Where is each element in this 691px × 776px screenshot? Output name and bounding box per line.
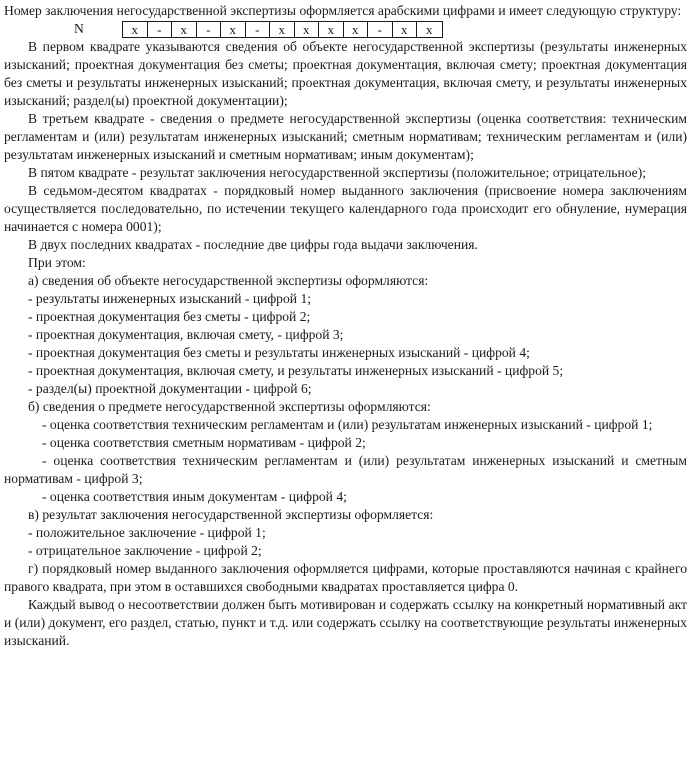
section-a-item: - проектная документация, включая смету, и результаты инженерных изысканий - цифрой 5;	[28, 363, 564, 378]
closing-paragraph: Каждый вывод о несоответствии должен быть мотивирован и содержать ссылку на конкретный нормативный акт и (или) документ, его раздел, статью, пункт и т.д. или содержать ссылку на соответствующие результаты инженерных изысканий.	[4, 597, 687, 648]
scheme-cell-6: -	[246, 22, 271, 37]
scheme-boxes	[122, 21, 443, 38]
scheme-cell-13: x	[426, 21, 433, 37]
number-structure-scheme	[4, 20, 687, 38]
scheme-cell-2: -	[148, 22, 173, 37]
section-v-item: - положительное заключение - цифрой 1;	[28, 525, 266, 540]
section-a-item: - раздел(ы) проектной документации - цифрой 6;	[28, 381, 312, 396]
scheme-cell-10: x	[344, 22, 369, 37]
section-b-item: - оценка соответствия сметным нормативам - цифрой 2;	[42, 435, 366, 450]
scheme-cell-7: x	[270, 22, 295, 37]
intro-paragraph: Номер заключения негосударственной экспертизы оформляется арабскими цифрами и имеет следующую структуру:	[4, 3, 682, 18]
section-a-item: - проектная документация без сметы - цифрой 2;	[28, 309, 311, 324]
paragraph-fifth-box: В пятом квадрате - результат заключения негосударственной экспертизы (положительное; отрицательное);	[28, 165, 647, 180]
scheme-cell-1: x	[123, 22, 148, 37]
section-b-item: - оценка соответствия иным документам - цифрой 4;	[42, 489, 347, 504]
section-v-heading: в) результат заключения негосударственной экспертизы оформляется:	[28, 507, 434, 522]
section-a-item: - результаты инженерных изысканий - цифрой 1;	[28, 291, 312, 306]
section-b-heading: б) сведения о предмете негосударственной экспертизы оформляются:	[28, 399, 431, 414]
section-a-item: - проектная документация без сметы и результаты инженерных изысканий - цифрой 4;	[28, 345, 530, 360]
scheme-cell-12: x	[393, 22, 418, 37]
scheme-cell-8: x	[295, 22, 320, 37]
scheme-cell-9: x	[319, 22, 344, 37]
scheme-cell-4: -	[197, 22, 222, 37]
section-v-item: - отрицательное заключение - цифрой 2;	[28, 543, 262, 558]
paragraph-first-box: В первом квадрате указываются сведения об объекте негосударственной экспертизы (результаты инженерных изысканий; проектная документация без сметы; проектная документация, включая смету; проектная документация без сметы и результаты инженерных изысканий; проектная документация, включая смету, и результаты инженерных изысканий; раздел(ы) проектной документации);	[4, 39, 687, 108]
scheme-cell-3: x	[172, 22, 197, 37]
section-b-item: - оценка соответствия техническим регламентам и (или) результатам инженерных изысканий и сметным нормативам - цифрой 3;	[4, 453, 687, 486]
section-b-item: - оценка соответствия техническим регламентам и (или) результатам инженерных изысканий - цифрой 1;	[42, 417, 653, 432]
paragraph-note: При этом:	[28, 255, 86, 270]
scheme-cell-5: x	[221, 22, 246, 37]
paragraph-last-two-boxes: В двух последних квадратах - последние две цифры года выдачи заключения.	[28, 237, 478, 252]
section-a-heading: а) сведения об объекте негосударственной экспертизы оформляются:	[28, 273, 429, 288]
section-g-paragraph: г) порядковый номер выданного заключения оформляется цифрами, которые проставляются начиная с крайнего правого квадрата, при этом в оставшихся свободными квадратах проставляется цифра 0.	[4, 561, 687, 594]
scheme-label: N	[74, 21, 84, 36]
section-a-item: - проектная документация, включая смету, - цифрой 3;	[28, 327, 344, 342]
paragraph-third-box: В третьем квадрате - сведения о предмете негосударственной экспертизы (оценка соответствия: техническим регламентам и (или) результатам инженерных изысканий; сметным нормативам; техническим регламентам и (или) результатам инженерных изысканий и сметным нормативам; иным документам);	[4, 111, 687, 162]
scheme-cell-11: -	[368, 22, 393, 37]
paragraph-seventh-tenth-boxes: В седьмом-десятом квадратах - порядковый номер выданного заключения (присвоение номера заключениям осуществляется последовательно, по истечении текущего календарного года происходит его обнуление, нумерация начинается с номера 0001);	[4, 183, 687, 234]
